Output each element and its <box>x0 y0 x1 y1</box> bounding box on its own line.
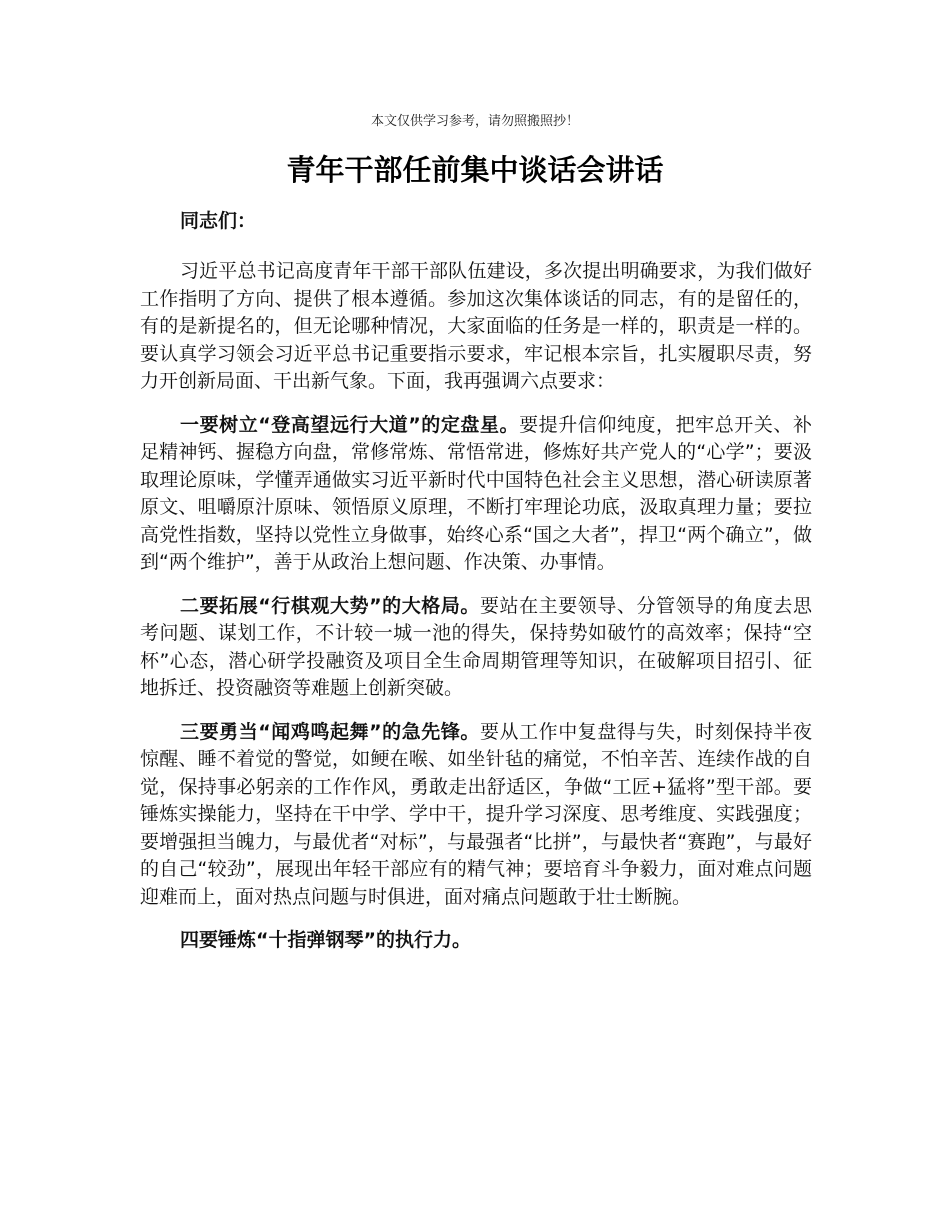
point-text-1: 要提升信仰纯度，把牢总开关、补足精神钙、握稳方向盘，常修常炼、常悟常进，修炼好共产党人的“心学”；要汲取理论原味，学懂弄通做实习近平新时代中国特色社会主义思想，潜心研读原著原文、咀嚼原汁原味、领悟原义原理，不断打牢理论功底，汲取真理力量；要拉高党性指数，坚持以党性立身做事，始终心系“国之大者”，捍卫“两个确立”，做到“两个维护”，善于从政治上想问题、作决策、办事情。 <box>140 413 812 573</box>
salutation: 同志们： <box>180 210 257 232</box>
point-heading-4: 四要锤炼“十指弹钢琴”的执行力。 <box>180 929 471 951</box>
document-title: 青年干部任前集中谈话会讲话 <box>286 153 664 187</box>
point-text-2: 要站在主要领导、分管领导的角度去思考问题、谋划工作，不计较一城一池的得失，保持势如破竹的高效率；保持“空杯”心态，潜心研学投融资及项目全生命周期管理等知识，在破解项目招引、征地拆迁、投资融资等难题上创新突破。 <box>140 594 812 699</box>
document-body <box>140 202 812 971</box>
point-text-3: 要从工作中复盘得与失，时刻保持半夜惊醒、睡不着觉的警觉，如鲠在喉、如坐针毡的痛觉，不怕辛苦、连续作战的自觉，保持事必躬亲的工作作风，勇敢走出舒适区，争做“工匠+猛将”型干部。要锤炼实操能力，坚持在干中学、学中干，提升学习深度、思考维度、实践强度；要增强担当魄力，与最优者“对标”，与最强者“比拼”，与最快者“赛跑”，与最好的自己“较劲”，展现出年轻干部应有的精气神；要培育斗争毅力，面对难点问题迎难而上，面对热点问题与时俱进，面对痛点问题敢于壮士断腕。 <box>140 720 812 908</box>
point-heading-3: 三要勇当“闻鸡鸣起舞”的急先锋。 <box>180 720 480 743</box>
point-paragraph-1 <box>140 412 812 577</box>
point-paragraph-3 <box>140 719 812 912</box>
point-paragraph-2 <box>140 593 812 703</box>
point-heading-2: 二要拓展“行棋观大势”的大格局。 <box>180 594 480 617</box>
point-heading-1: 一要树立“登高望远行大道”的定盘星。 <box>180 413 520 436</box>
disclaimer-notice: 本文仅供学习参考，请勿照搬照抄！ <box>370 114 579 129</box>
point-paragraph-4 <box>140 927 812 955</box>
intro-paragraph: 习近平总书记高度青年干部干部队伍建设，多次提出明确要求，为我们做好工作指明了方向、提供了根本遵循。参加这次集体谈话的同志，有的是留任的，有的是新提名的，但无论哪种情况，大家面临的任务是一样的，职责是一样的。要认真学习领会习近平总书记重要指示要求，牢记根本宗旨，扎实履职尽责，努力开创新局面、干出新气象。下面，我再强调六点要求： <box>140 260 812 392</box>
